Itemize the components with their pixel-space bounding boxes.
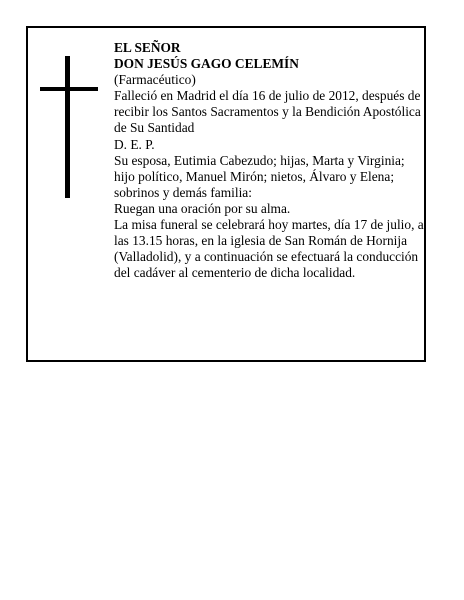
cross-horizontal-bar [40, 87, 98, 91]
profession: (Farmacéutico) [114, 72, 196, 88]
notice-text [114, 40, 424, 281]
honorific: EL SEÑOR [114, 40, 181, 55]
family-list: Su esposa, Eutimia Cabezudo; hijas, Marta y Virginia; hijo político, Manuel Mirón; nietos, Álvaro y Elena; sobrinos y demás familia: [114, 152, 405, 200]
death-statement: Falleció en Madrid el día 16 de julio de 2012, después de recibir los Santos Sacramentos y la Bendición Apostólica de Su Santidad [114, 88, 421, 136]
cross-vertical-bar [65, 56, 70, 198]
prayer-request: Ruegan una oración por su alma. [114, 200, 291, 216]
obituary-notice [26, 26, 426, 362]
rip-abbreviation: D. E. P. [114, 136, 155, 152]
deceased-name: DON JESÚS GAGO CELEMÍN [114, 56, 299, 72]
latin-cross-icon [40, 56, 98, 198]
funeral-details: La misa funeral se celebrará hoy martes, día 17 de julio, a las 13.15 horas, en la iglesia de San Román de Hornija (Valladolid), y a continuación se efectuará la conducción del cadáver al cementerio de dicha localidad. [114, 217, 424, 281]
